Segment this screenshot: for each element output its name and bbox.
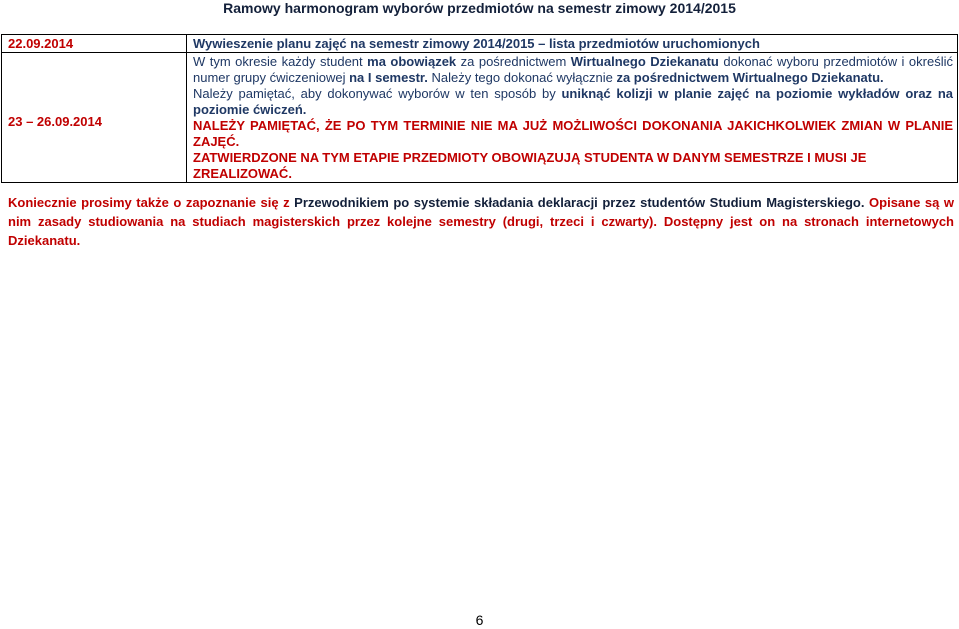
guide-reference: Przewodnikiem po systemie składania deklaracji przez studentów Studium Magisterskiego. (294, 195, 865, 210)
footnote-text: Opisane są w nim zasady studiowania na studiach magisterskich przez kolejne semestry (drugi, trzeci i czwarty). Dostępny jest on na stronach internetowych Dziekanatu. (8, 195, 955, 248)
footnote-text: Koniecznie prosimy także o zapoznanie się z (8, 195, 295, 210)
schedule-description: Wywieszenie planu zajęć na semestr zimowy 2014/2015 – lista przedmiotów uruchomionych (187, 35, 958, 53)
schedule-table (1, 34, 958, 183)
schedule-row (2, 35, 958, 53)
text-span: Należy tego dokonać wyłącznie (427, 70, 617, 85)
text-span: za pośrednictwem (456, 54, 571, 69)
page-number: 6 (475, 612, 484, 628)
text-span-bold: za pośrednictwem Wirtualnego Dziekanatu. (616, 70, 884, 85)
text-span-bold: Wirtualnego Dziekanatu (570, 54, 719, 69)
schedule-description (187, 53, 958, 183)
text-span-bold: na I semestr. (349, 70, 428, 85)
paragraph-obligation (193, 54, 953, 86)
text-span: Należy pamiętać, aby dokonywać wyborów w ten sposób by (193, 86, 562, 101)
schedule-row (2, 53, 958, 183)
footnote-guide (8, 193, 954, 250)
warning-binding-subjects: ZATWIERDZONE NA TYM ETAPIE PRZEDMIOTY OBOWIĄZUJĄ STUDENTA W DANYM SEMESTRZE I MUSI JE ZREALIZOWAĆ. (193, 150, 867, 181)
warning-no-changes: NALEŻY PAMIĘTAĆ, ŻE PO TYM TERMINIE NIE MA JUŻ MOŻLIWOŚCI DOKONANIA JAKICHKOLWIEK ZMIAN W PLANIE ZAJĘĆ. (193, 118, 953, 149)
text-span-bold: uniknąć kolizji w planie zajęć na poziomie wykładów oraz na poziomie ćwiczeń. (193, 86, 953, 117)
text-span: W tym okresie każdy student (193, 54, 368, 69)
text-span: dokonać wyboru przedmiotów i określić numer grupy ćwiczeniowej (193, 54, 953, 85)
paragraph-collisions (193, 86, 953, 118)
schedule-date: 22.09.2014 (2, 35, 187, 53)
schedule-date: 23 – 26.09.2014 (2, 53, 187, 183)
text-span-bold: ma obowiązek (367, 54, 457, 69)
document-title: Ramowy harmonogram wyborów przedmiotów na semestr zimowy 2014/2015 (223, 0, 736, 16)
